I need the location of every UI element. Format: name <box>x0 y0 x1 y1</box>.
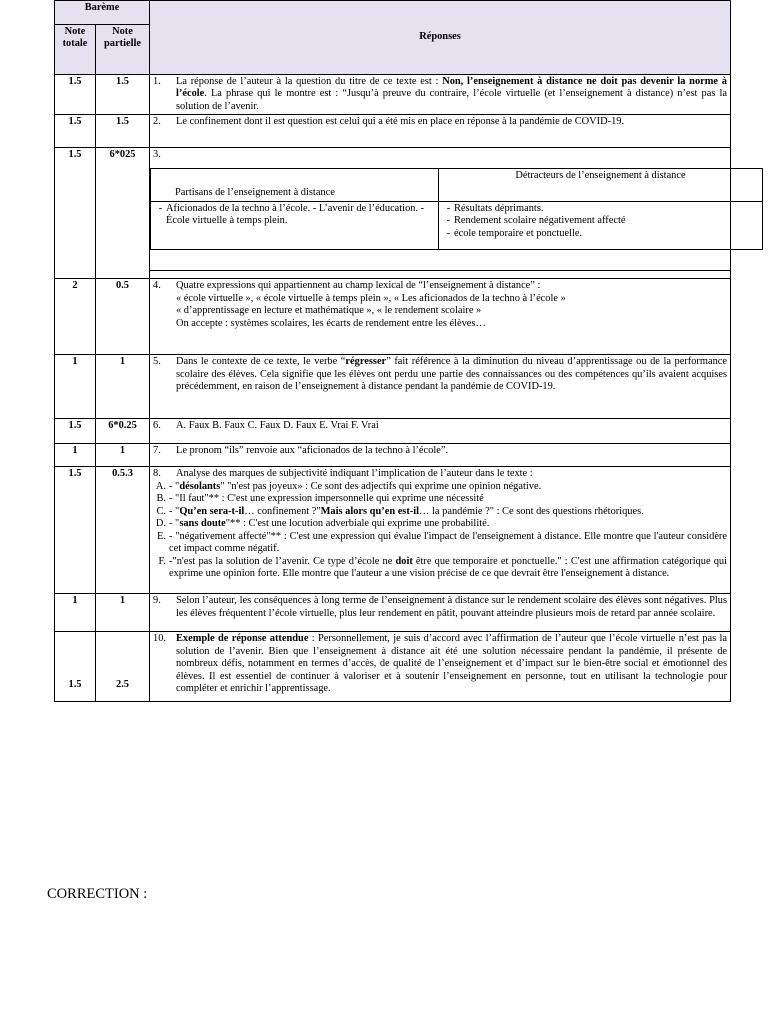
note-totale: 1.5 <box>55 467 96 594</box>
subjectivity-item-b: B. - "Il faut"** : C'est une expression impersonnelle qui exprime une nécessité <box>156 493 484 505</box>
list-item: - Résultats déprimants. <box>446 202 544 214</box>
answer-intro: Analyse des marques de subjectivité indiquant l’implication de l’auteur dans le texte : <box>176 468 533 480</box>
subjectivity-item-c: C. - "Qu’en sera-t-il… confinement ?"Mais alors qu’en est-il… la pandémie ?" : Ce sont des questions rhétoriques. <box>156 505 644 517</box>
answer-text: A. Faux B. Faux C. Faux D. Faux E. Vrai F. Vrai <box>176 420 379 432</box>
note-partielle: 6*025 <box>96 148 150 279</box>
correction-heading: CORRECTION : <box>47 886 148 902</box>
answer-cell <box>150 632 731 702</box>
question-number: 5. <box>153 356 161 368</box>
answer-cell <box>150 148 731 279</box>
note-totale: 1 <box>55 355 96 419</box>
note-partielle: 1.5 <box>96 115 150 148</box>
detracteurs-header: Détracteurs de l’enseignement à distance <box>439 168 763 201</box>
question-number: 6. <box>153 420 161 432</box>
answer-row-1 <box>55 75 731 115</box>
partisans-detracteurs-table <box>150 168 763 250</box>
note-partielle: 1.5 <box>96 75 150 115</box>
answer-text: Dans le contexte de ce texte, le verbe “régresser” fait référence à la diminution du niveau d’apprentissage ou de la performance scolaire des élèves. Cela signifie que les élèves ont perdu une partie des connaissances ou des compétences qu’ils avaient acquises précédemment, en raison de l’enseignement à distance pendant la pandémie de COVID-19. <box>176 356 727 393</box>
answer-row-6 <box>55 419 731 444</box>
list-item: - Rendement scolaire négativement affecté <box>446 215 626 227</box>
answer-row-2 <box>55 115 731 148</box>
note-partielle: 0.5.3 <box>96 467 150 594</box>
answer-line: Quatre expressions qui appartiennent au champ lexical de “l’enseignement à distance” : <box>176 280 541 292</box>
answer-row-8 <box>55 467 731 594</box>
question-number: 7. <box>153 445 161 457</box>
question-number: 9. <box>153 595 161 607</box>
answer-cell <box>150 444 731 467</box>
subjectivity-item-a: A. - "désolants" "n'est pas joyeux» : Ce sont des adjectifs qui exprime une opinion négative. <box>155 480 542 492</box>
note-totale: 1 <box>55 594 96 632</box>
partisans-list <box>151 201 439 249</box>
subjectivity-item-d: D. - "sans doute"** : C'est une locution adverbiale qui exprime une probabilité. <box>155 518 490 530</box>
answer-row-10 <box>55 632 731 702</box>
answer-line: On accepte : systèmes scolaires, les écarts de rendement entre les élèves… <box>176 317 486 329</box>
question-number: 2. <box>153 116 161 128</box>
note-partielle: 1 <box>96 355 150 419</box>
answer-row-9 <box>55 594 731 632</box>
answer-cell <box>150 279 731 355</box>
note-totale: 1.5 <box>55 75 96 115</box>
note-partielle: 6*0.25 <box>96 419 150 444</box>
list-item: - école temporaire et ponctuelle. <box>446 227 583 239</box>
partisans-header: Partisans de l’enseignement à distance <box>151 168 439 201</box>
answer-text: La réponse de l’auteur à la question du titre de ce texte est : Non, l’enseignement à distance ne doit pas devenir la norme à l’école. La phrase qui le montre est : “Jusqu’à preuve du contraire, l’école virtuelle (et l’enseignement à distance) n’est pas la solution de l’avenir. <box>176 76 727 112</box>
note-partielle: 2.5 <box>96 632 150 702</box>
list-item: - Aficionados de la techno à l’école. - L’avenir de l’éducation. - École virtuelle à temps plein. <box>158 202 425 227</box>
note-totale: 1 <box>55 444 96 467</box>
note-partielle: 1 <box>96 444 150 467</box>
note-totale: 1.5 <box>55 115 96 148</box>
answer-row-7 <box>55 444 731 467</box>
note-totale-header: Note totale <box>55 25 96 75</box>
note-partielle-header: Note partielle <box>96 25 150 75</box>
answer-text: Exemple de réponse attendue : Personnellement, je suis d’accord avec l’affirmation de l’auteur que l’école virtuelle n’est pas la solution de l’avenir. Bien que l’enseignement à distance ait été une solution nécessaire pendant la pandémie, il présente de nombreux défis, notamment en termes d’accès, de qualité de l’enseignement et d’impact sur le bien-être social et émotionnel des élèves. Il est essentiel de continuer à valoriser et à soutenir l’enseignement en personne, tout en utilisant la technologie pour compléter et enrichir l’apprentissage. <box>176 633 727 695</box>
answer-cell <box>150 75 731 115</box>
note-totale: 1.5 <box>55 632 96 702</box>
answer-row-4 <box>55 279 731 355</box>
note-totale: 1.5 <box>55 148 96 279</box>
subjectivity-item-e: E. - "négativement affecté"** : C'est une expression qui évalue l'impact de l'enseignement à distance. Elle montre que l'auteur considère cet impact comme négatif. <box>157 530 727 555</box>
reponses-header: Réponses <box>150 1 731 75</box>
question-number: 1. <box>153 76 161 87</box>
note-partielle: 0.5 <box>96 279 150 355</box>
question-number: 4. <box>153 280 161 292</box>
question-number: 3. <box>153 149 161 161</box>
question-number: 10. <box>153 633 166 645</box>
question-number: 8. <box>153 468 161 480</box>
answer-row-5 <box>55 355 731 419</box>
note-totale: 2 <box>55 279 96 355</box>
detracteurs-list <box>439 201 763 249</box>
answer-text: Le confinement dont il est question est celui qui a été mis en place en réponse à la pandémie de COVID-19. <box>176 116 625 128</box>
answer-line: « d’apprentissage en lecture et mathématique », « le rendement scolaire » <box>176 305 482 317</box>
answer-cell <box>150 467 731 594</box>
answer-key-table <box>54 0 731 702</box>
answer-row-3 <box>55 148 731 279</box>
note-totale: 1.5 <box>55 419 96 444</box>
note-partielle: 1 <box>96 594 150 632</box>
answer-cell <box>150 115 731 148</box>
answer-text: Le pronom “ils” renvoie aux “aficionados de la techno à l’école”. <box>176 445 449 457</box>
answer-cell <box>150 594 731 632</box>
subjectivity-item-f: F. -"n'est pas la solution de l’avenir. Ce type d’école ne doit être que temporaire et ponctuelle." : C'est une affirmation catégorique qui exprime une opinion forte. Elle montre que l'auteur a une vision précise de ce que devrait être l'enseignement à distance. <box>158 555 728 580</box>
bareme-header: Barème <box>55 1 150 25</box>
answer-line: « école virtuelle », « école virtuelle à temps plein », « Les aficionados de la techno à l’école » <box>176 292 566 304</box>
answer-text: Selon l’auteur, les conséquences à long terme de l’enseignement à distance sur le rendement scolaire des élèves sont négatives. Plus les élèves fréquentent l’école virtuelle, plus leur rendement en pâtit, pouvant atteindre plusieurs mois de retard par année scolaire. <box>176 595 727 619</box>
answer-cell <box>150 355 731 419</box>
answer-cell <box>150 419 731 444</box>
